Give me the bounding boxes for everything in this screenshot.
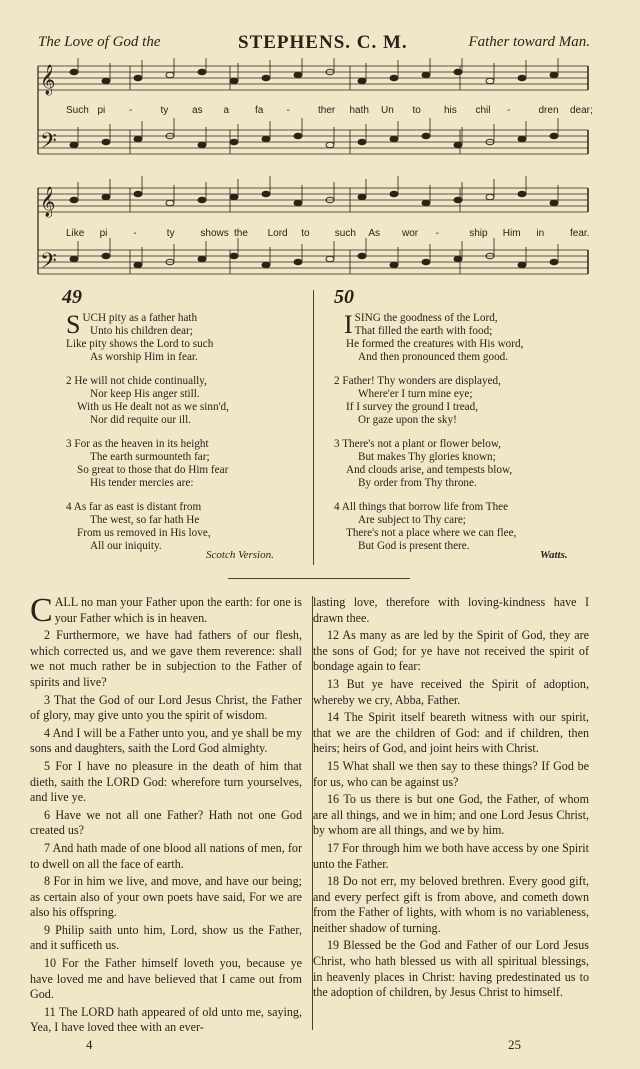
note-head (102, 78, 110, 84)
verse-line: His tender mercies are: (90, 477, 194, 489)
tune-title: STEPHENS. C. M. (238, 32, 408, 53)
verse-line: Nor did requite our ill. (90, 414, 191, 426)
note-head (294, 259, 302, 265)
clef-icon: 𝄢 (40, 249, 57, 278)
note-head (230, 194, 238, 200)
note-head (518, 262, 526, 268)
lyric-syllable: the (234, 228, 248, 239)
hymn-49-verse (66, 312, 306, 364)
hymn-49-number: 49 (62, 286, 82, 308)
note-head (390, 191, 398, 197)
verse-line: 3 For as the heaven in its height (66, 438, 209, 450)
hymn-49-text (66, 312, 306, 564)
lyric-syllable: Like (66, 228, 85, 239)
note-head (550, 133, 558, 139)
note-head (486, 194, 494, 200)
note-head (198, 256, 206, 262)
lyric-syllable: fear. (570, 228, 590, 239)
note-head (230, 78, 238, 84)
lyric-syllable: in (536, 228, 545, 239)
verse-line: He formed the creatures with His word, (346, 338, 524, 350)
note-head (294, 133, 302, 139)
verse-line: Unto his children dear; (90, 325, 193, 337)
hymn-50-attribution: Watts. (540, 549, 568, 561)
note-head (166, 72, 174, 78)
lyric-syllable: wor (402, 228, 419, 239)
lyric-syllable: hath (349, 105, 369, 116)
note-head (390, 136, 398, 142)
lyric-syllable: - (129, 105, 133, 116)
note-head (550, 259, 558, 265)
note-head (198, 69, 206, 75)
hymn-49-verse (66, 501, 306, 553)
note-head (198, 142, 206, 148)
note-head (294, 72, 302, 78)
note-head (230, 253, 238, 259)
lyric-syllable: Lord (267, 228, 288, 239)
music-score (30, 58, 592, 283)
scripture-verse-text: 9 Philip saith unto him, Lord, show us the Father, and it sufficeth us. (30, 922, 302, 953)
note-head (454, 256, 462, 262)
verse-line: From us removed in His love, (77, 527, 211, 539)
hymn-49-attribution: Scotch Version. (206, 549, 274, 561)
note-head (70, 69, 78, 75)
verse-line: 4 All things that borrow life from Thee (334, 501, 509, 513)
lyric-syllable: pi (99, 228, 108, 239)
verse-line: But God is present there. (358, 540, 470, 552)
lyric-syllable: Un (381, 105, 394, 116)
note-head (134, 262, 142, 268)
verse-line: Where'er I turn mine eye; (358, 388, 473, 400)
lyric-syllable: Him (502, 228, 521, 239)
scripture-verse-text: 13 But ye have received the Spirit of adoption, whereby we cry, Abba, Father. (313, 676, 589, 707)
scripture-dropcap: C (30, 592, 53, 629)
page-header (38, 32, 590, 54)
note-head (230, 139, 238, 145)
page-number-left: 4 (86, 1037, 93, 1052)
scripture-verse-text: lasting love, therefore with loving-kindness have I drawn thee. (313, 595, 589, 625)
lyric-syllable: ther (318, 105, 336, 116)
hymn-50-dropcap: I (344, 310, 353, 339)
scripture-verse-text: 11 The LORD hath appeared of old unto me, saying, Yea, I have loved thee with an ever- (30, 1004, 302, 1035)
lyric-syllable: - (435, 228, 439, 239)
note-head (518, 191, 526, 197)
scripture-verse (30, 628, 302, 690)
verse-line: 4 As far as east is distant from (66, 501, 202, 513)
hymn-50-verse (334, 375, 584, 427)
verse-line: Nor keep His anger still. (90, 388, 200, 400)
verse-line: If I survey the ground I tread, (346, 401, 479, 413)
scripture-verse (30, 592, 302, 629)
lyric-syllable: dear; (570, 105, 593, 116)
lyric-syllable: - (507, 105, 511, 116)
scripture-verse (30, 956, 302, 1003)
note-head (134, 136, 142, 142)
note-head (422, 133, 430, 139)
scripture-verse (30, 759, 302, 806)
scripture-verse-text: 19 Blessed be the God and Father of our Lord Jesus Christ, who hath blessed us with all spiritual blessings, in heavenly places in Christ: having predestinated us to the adoption of children, by Jesus Christ to himself. (313, 938, 589, 1000)
note-head (422, 200, 430, 206)
hymn-50-verse (334, 438, 584, 490)
lyric-syllable: - (133, 228, 137, 239)
lyric-syllable: such (334, 228, 356, 239)
scripture-verse-text: 2 Furthermore, we have had fathers of our flesh, which corrected us, and we gave them reverence: shall we not much rather be in subjection to the Father of spirits and live? (30, 628, 302, 689)
note-head (358, 194, 366, 200)
verse-line: So great to those that do Him fear (77, 464, 229, 476)
scripture-verse (313, 841, 589, 872)
lyric-syllable: fa (255, 105, 264, 116)
verse-line: But makes Thy glories known; (358, 451, 496, 463)
note-head (70, 256, 78, 262)
scripture-right-column (313, 595, 589, 1003)
lyric-syllable: ty (160, 105, 169, 116)
verse-line: 3 There's not a plant or flower below, (334, 438, 501, 450)
verse-line: And then pronounced them good. (358, 351, 509, 363)
scripture-verse-text: 14 The Spirit itself beareth witness with our spirit, that we are the children of God: and if children, then heirs; heirs of God, and joint heirs with Christ. (313, 710, 589, 756)
lyric-syllable: Such (66, 105, 89, 116)
note-head (102, 253, 110, 259)
page-number-right: 25 (508, 1037, 521, 1052)
note-head (550, 200, 558, 206)
hymn-50-number: 50 (334, 286, 354, 308)
lyric-syllable: pi (97, 105, 106, 116)
lyric-syllable: shows (200, 228, 229, 239)
scripture-verse-text: 5 For I have no pleasure in the death of him that dieth, saith the LORD God: wherefore turn yourselves, and live ye. (30, 758, 302, 805)
verse-line: 2 He will not chide continually, (66, 375, 207, 387)
header-left: The Love of God the (38, 34, 161, 50)
verse-line: All our iniquity. (90, 540, 162, 552)
scripture-verse-text: 12 As many as are led by the Spirit of God, they are the sons of God; for ye have not received the spirit of bondage again to fear: (313, 628, 589, 674)
verse-line: With us He dealt not as we sinn'd, (77, 401, 229, 413)
scripture-verse-text: ALL no man your Father upon the earth: for one is your Father which is in heaven. (54, 595, 302, 625)
scripture-verse-text: 4 And I will be a Father unto you, and ye shall be my sons and daughters, saith the Lord God almighty. (30, 725, 302, 756)
note-head (358, 78, 366, 84)
section-rule (228, 578, 410, 579)
scripture-verse-text: 16 To us there is but one God, the Father, of whom are all things, and we in him; and one Lord Jesus Christ, by whom are all things, and we by him. (313, 792, 589, 838)
scripture-verse (30, 808, 302, 839)
note-head (454, 197, 462, 203)
note-head (70, 197, 78, 203)
note-head (358, 253, 366, 259)
clef-icon: 𝄢 (40, 129, 57, 158)
hymn-50-verse (334, 312, 584, 364)
hymn-50-verse (334, 501, 584, 553)
note-head (102, 194, 110, 200)
note-head (134, 75, 142, 81)
verse-line: The west, so far hath He (90, 514, 200, 526)
scripture-verse (313, 677, 589, 708)
music-staves (30, 58, 592, 278)
scripture-verse-text: 17 For through him we both have access by one Spirit unto the Father. (313, 840, 589, 871)
note-head (198, 197, 206, 203)
scripture-verse (313, 710, 589, 757)
scripture-verse (30, 726, 302, 757)
note-head (358, 139, 366, 145)
scripture-verse-text: 15 What shall we then say to these things? If God be for us, who can be against us? (313, 758, 589, 789)
note-head (422, 259, 430, 265)
verse-line: Are subject to Thy care; (358, 514, 466, 526)
scripture-verse (313, 792, 589, 839)
note-head (326, 256, 334, 262)
note-head (262, 136, 270, 142)
verse-line: By order from Thy throne. (358, 477, 477, 489)
note-head (550, 72, 558, 78)
lyric-syllable: As (368, 228, 381, 239)
note-head (102, 139, 110, 145)
note-head (262, 262, 270, 268)
header-right: Father toward Man. (468, 34, 590, 50)
scripture-verse (30, 1005, 302, 1036)
scripture-verse-text: 7 And hath made of one blood all nations of men, for to dwell on all the face of earth. (30, 840, 302, 871)
scripture-verse-text: 3 That the God of our Lord Jesus Christ, the Father of glory, may give unto you the spirit of wisdom. (30, 692, 302, 723)
verse-line: And clouds arise, and tempests blow, (346, 464, 513, 476)
note-head (422, 72, 430, 78)
hymn-50-text (334, 312, 584, 564)
lyric-syllable: to (412, 105, 421, 116)
lyric-syllable: as (192, 105, 203, 116)
note-head (454, 69, 462, 75)
scripture-verse (313, 938, 589, 1000)
verse-line: Like pity shows the Lord to such (66, 338, 214, 350)
scripture-verse (30, 874, 302, 921)
verse-line: The earth surmounteth far; (90, 451, 210, 463)
note-head (518, 136, 526, 142)
lyric-syllable: chil (475, 105, 491, 116)
lyric-syllable: ty (166, 228, 175, 239)
note-head (134, 191, 142, 197)
verse-line: That filled the earth with food; (354, 325, 493, 337)
lyric-syllable: a (223, 105, 230, 116)
column-divider (313, 290, 314, 565)
clef-icon: 𝄞 (40, 187, 56, 216)
hymn-49-verse (66, 438, 306, 490)
note-head (486, 78, 494, 84)
note-head (70, 142, 78, 148)
scripture-verse (30, 693, 302, 724)
scripture-left-column (30, 592, 302, 1038)
scripture-verse (313, 595, 589, 626)
scripture-verse-text: 10 For the Father himself loveth you, because ye have loved me and have believed that I came out from God. (30, 956, 302, 1002)
verse-line: As worship Him in fear. (90, 351, 198, 363)
note-head (454, 142, 462, 148)
verse-line: 2 Father! Thy wonders are displayed, (334, 375, 501, 387)
verse-line: There's not a place where we can flee, (346, 527, 517, 539)
scripture-verse (30, 923, 302, 954)
verse-line: UCH pity as a father hath (82, 312, 198, 324)
hymn-49-dropcap: S (66, 310, 81, 339)
lyric-syllable: his (444, 105, 457, 116)
scripture-verse (313, 628, 589, 675)
clef-icon: 𝄞 (40, 65, 56, 94)
lyric-syllable: dren (538, 105, 559, 116)
note-head (166, 200, 174, 206)
lyric-syllable: ship (469, 228, 488, 239)
lyric-syllable: to (301, 228, 310, 239)
scripture-verse (30, 841, 302, 872)
note-head (262, 75, 270, 81)
note-head (518, 75, 526, 81)
note-head (390, 262, 398, 268)
lyric-syllable: - (286, 105, 290, 116)
scripture-verse-text: 8 For in him we live, and move, and have our being; as certain also of your own poets have said, For we are also his offspring. (30, 874, 302, 920)
verse-line: Or gaze upon the sky! (358, 414, 457, 426)
scripture-verse (313, 759, 589, 790)
note-head (390, 75, 398, 81)
note-head (326, 142, 334, 148)
note-head (262, 191, 270, 197)
scripture-verse (313, 874, 589, 936)
scripture-verse-text: 6 Have we not all one Father? Hath not one God created us? (30, 807, 302, 838)
scripture-verse-text: 18 Do not err, my beloved brethren. Every good gift, and every perfect gift is from above, and cometh down from the Father of lights, with whom is no variableness, neither shadow of turning. (313, 874, 589, 935)
hymn-49-verse (66, 375, 306, 427)
note-head (294, 200, 302, 206)
verse-line: SING the goodness of the Lord, (354, 312, 498, 324)
